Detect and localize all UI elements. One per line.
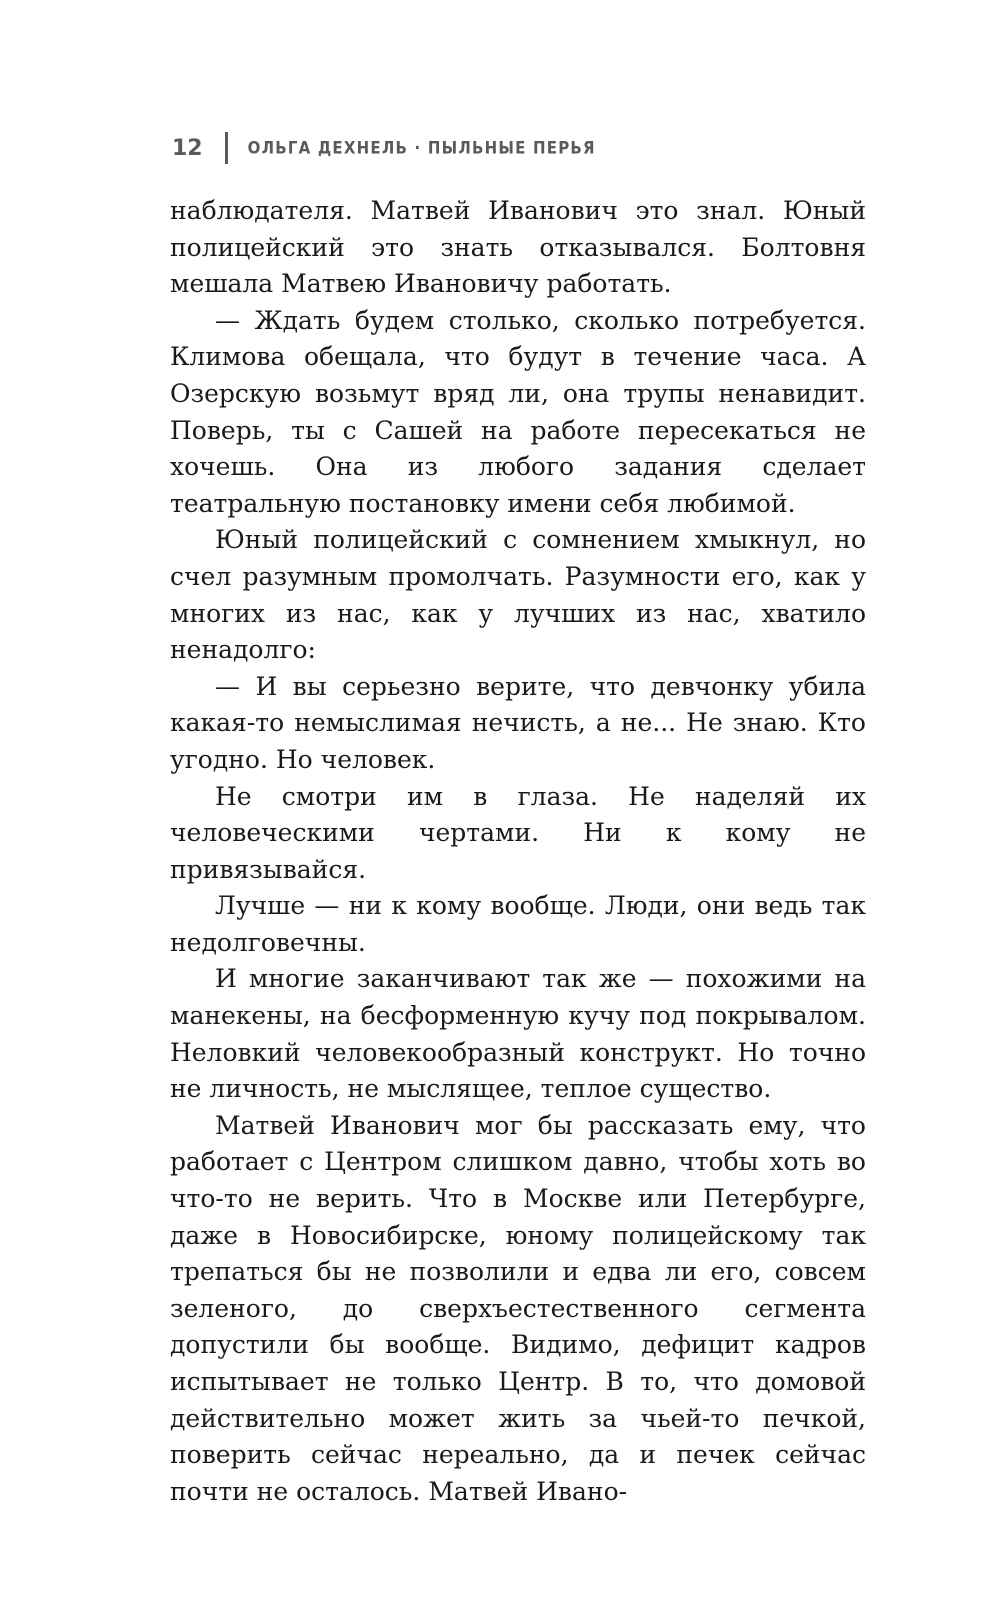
paragraph: Юный полицейский с сомнением хмыкнул, но счел разумным промолчать. Разумности его, как у многих из нас, как у лучших из нас, хватило ненадолго: <box>170 525 866 665</box>
paragraph: Не смотри им в глаза. Не наделяй их человеческими чертами. Ни к кому не привязывайся. <box>170 781 866 884</box>
page-number: 12 <box>172 135 203 161</box>
paragraph: — И вы серьезно верите, что девчонку убила какая-то немыслимая нечисть, а не... Не знаю. Кто угодно. Но человек. <box>170 671 866 774</box>
paragraph: Лучше — ни к кому вообще. Люди, они ведь так недолговечны. <box>170 891 866 957</box>
running-title: ОЛЬГА ДЕХНЕЛЬ · ПЫЛЬНЫЕ ПЕРЬЯ <box>247 137 596 159</box>
header-divider <box>225 132 228 164</box>
paragraph: — Ждать будем столько, сколько потребуется. Климова обещала, что будут в течение часа. А Озерскую возьмут вряд ли, она трупы ненавидит. Поверь, ты с Сашей на работе пересекаться не хочешь. Она из любого задания сделает театральную постановку имени себя любимой. <box>170 305 866 518</box>
paragraph: наблюдателя. Матвей Иванович это знал. Юный полицейский это знать отказывался. Болтовня мешала Матвею Ивановичу работать. <box>170 196 866 299</box>
body-text <box>170 193 866 1510</box>
paragraph: И многие заканчивают так же — похожими на манекены, на бесформенную кучу под покрывалом. Неловкий человекообразный конструкт. Но точно не личность, не мыслящее, теплое существо. <box>170 964 866 1104</box>
paragraph: Матвей Иванович мог бы рассказать ему, что работает с Центром слишком давно, чтобы хоть во что-то не верить. Что в Москве или Петербурге, даже в Новосибирске, юному полицейскому так трепаться бы не позволили и едва ли его, совсем зеленого, до сверхъестественного сегмента допустили бы вообще. Видимо, дефицит кадров испытывает не только Центр. В то, что домовой действительно может жить за чьей-то печкой, поверить сейчас нереально, да и печек сейчас почти не осталось. Матвей Ивано- <box>170 1110 866 1506</box>
running-head <box>172 132 596 164</box>
